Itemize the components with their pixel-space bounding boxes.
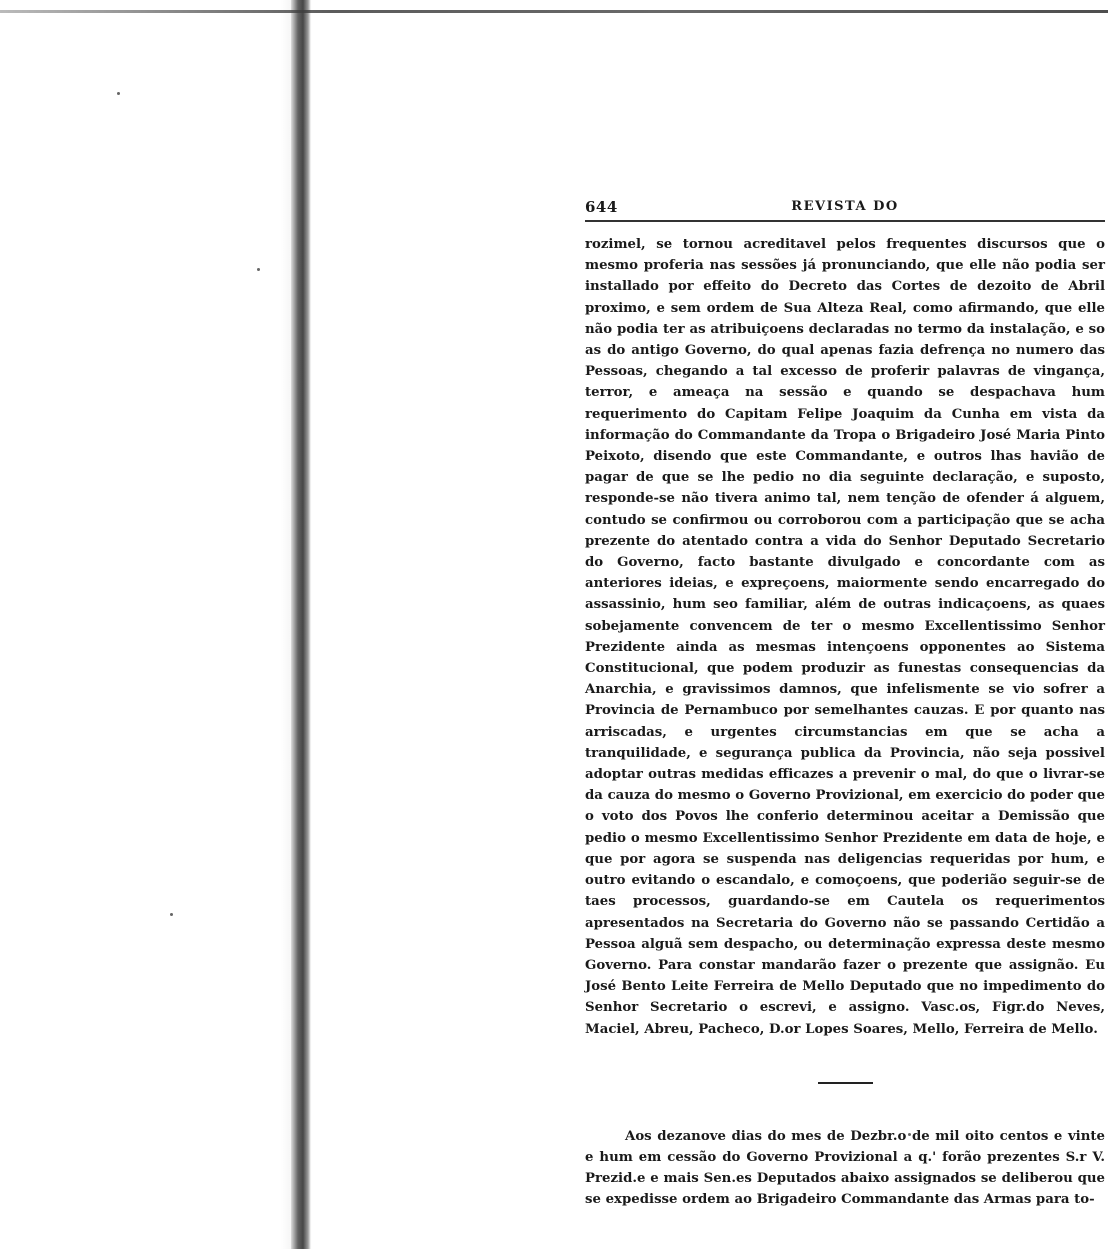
journal-title: REVISTA DO bbox=[791, 199, 899, 214]
scan-speck bbox=[170, 913, 173, 916]
book-page bbox=[585, 196, 1105, 1211]
scan-speck bbox=[117, 92, 120, 95]
section-separator bbox=[818, 1082, 873, 1084]
book-binding-edge bbox=[291, 0, 311, 1249]
scan-speck bbox=[257, 268, 260, 271]
running-head bbox=[585, 196, 1105, 222]
paragraph-new-entry: Aos dezanove dias do mes de Dezbr.o de mil oito centos e vinte e hum em cessão do Governo Provizional a q.' forão prezentes S.r V. Prezid.e e mais Sen.es Deputados abaixo assignados se deliberou que se expedisse ordem ao Brigadeiro Commandante das Armas para to- bbox=[585, 1128, 1105, 1208]
scan-top-edge bbox=[0, 10, 1108, 13]
paragraph-continued: rozimel, se tornou acreditavel pelos frequentes discursos que o mesmo proferia nas sessões já pronunciando, que elle não podia ser installado por effeito do Decreto das Cortes de dezoito de Abril proximo, e sem ordem de Sua Alteza Real, como afirmando, que elle não podia ter as atribuiçoens declaradas no termo da instalação, e so as do antigo Governo, do qual apenas fazia defrença no numero das Pessoas, chegando a tal excesso de proferir palavras de vingança, terror, e ameaça na sessão e quando se despachava hum requerimento do Capitam Felipe Joaquim da Cunha em vista da informação do Commandante da Tropa o Brigadeiro José Maria Pinto Peixoto, disendo que este Commandante, e outros lhas havião de pagar de que se lhe pedio no dia seguinte declaração, e suposto, responde-se não tivera animo tal, nem tenção de ofender á alguem, contudo se confirmou ou corroborou com a participação que se acha prezente do atentado contra a vida do Senhor Deputado Secretario do Governo, facto bastante divulgado e concordante com as anteriores ideias, e expreçoens, maiormente sendo encarregado do assassinio, hum seo familiar, além de outras indicaçoens, as quaes sobejamente convencem de ter o mesmo Excellentissimo Senhor Prezidente ainda as mesmas intençoens opponentes ao Sistema Constitucional, que podem produzir as funestas consequencias da Anarchia, e gravissimos damnos, que infelismente se vio sofrer a Provincia de Pernambuco por semelhantes cauzas. E por quanto nas arriscadas, e urgentes circumstancias em que se acha a tranquilidade, e segurança publica da Provincia, não seja possivel adoptar outras medidas efficazes a prevenir o mal, do que o livrar-se da cauza do mesmo o Governo Provizional, em exercicio do poder que o voto dos Povos lhe conferio determinou aceitar a Demissão que pedio o mesmo Excellentissimo Senhor Prezidente em data de hoje, e que por agora se suspenda nas deligencias requeridas por hum, e outro evitando o escandalo, e comoçoens, que poderião seguir-se de taes processos, guardando-se em Cautela os requerimentos apresentados na Secretaria do Governo não se passando Certidão a Pessoa alguã sem despacho, ou determinação expressa deste mesmo Governo. Para constar mandarão fazer o prezente que assignão. Eu José Bento Leite Ferreira de Mello Deputado que no impedimento do Senhor Secretario o escrevi, e assigno. Vasc.os, Figr.do Neves, Maciel, Abreu, Pacheco, D.or Lopes Soares, Mello, Ferreira de Mello. bbox=[585, 237, 1105, 1037]
page-number: 644 bbox=[585, 198, 618, 216]
scan-gutter bbox=[0, 0, 312, 1249]
